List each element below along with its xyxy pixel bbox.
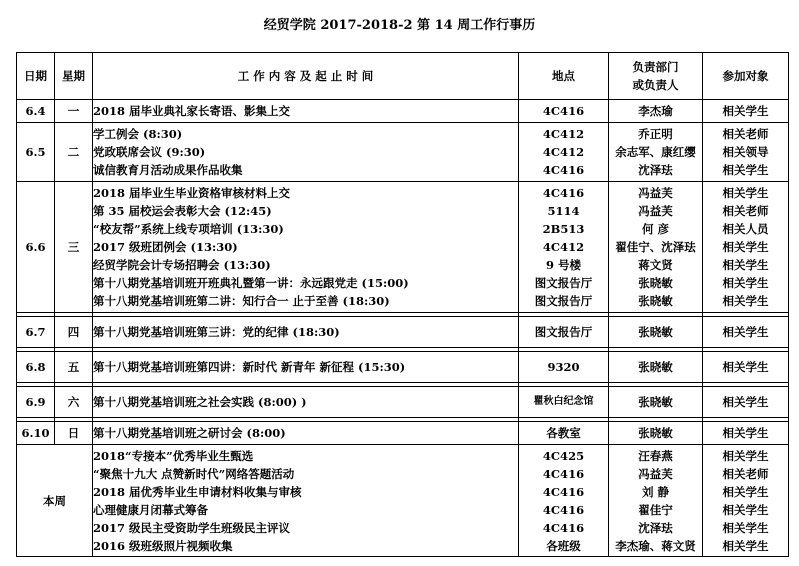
person-cell-line: 蒋文贤 [638, 258, 673, 272]
week-person-cell-line: 冯益芙 [638, 467, 673, 481]
person-cell-line: 张晓敏 [638, 395, 673, 409]
person-cell [609, 317, 703, 348]
participants-cell-line: 相关学生 [722, 360, 769, 374]
week-person-cell [609, 445, 703, 557]
content-cell [93, 123, 519, 182]
content-cell [93, 387, 519, 418]
participants-cell-line: 相关老师 [722, 127, 769, 141]
week-person-cell-line: 李杰瑜、蒋文贤 [615, 539, 696, 553]
location-cell [519, 352, 609, 383]
person-cell-line: 沈泽珐 [638, 163, 673, 177]
participants-cell [703, 352, 789, 383]
week-content-cell-line: 2018“专接本”优秀毕业生甄选 [93, 449, 254, 463]
header-location: 地点 [519, 53, 609, 100]
date-cell: 6.6 [17, 182, 55, 313]
day-row [17, 182, 789, 313]
date-cell: 6.8 [17, 352, 55, 383]
location-cell-line: 5114 [547, 204, 580, 218]
participants-cell-line: 相关学生 [722, 163, 769, 177]
participants-cell-line: 相关学生 [722, 395, 769, 409]
weekday-cell: 六 [55, 387, 93, 418]
participants-cell-line: 相关学生 [722, 294, 769, 308]
location-cell [519, 100, 609, 123]
location-cell-line: 4C416 [542, 104, 585, 118]
week-label: 本周 [17, 445, 93, 557]
header-dept-line1: 负责部门 [632, 60, 679, 74]
week-participants-cell [703, 445, 789, 557]
person-cell [609, 422, 703, 445]
week-row [17, 445, 789, 557]
location-cell [519, 182, 609, 313]
location-cell [519, 123, 609, 182]
page-title: 经贸学院 2017-2018-2 第 14 周工作行事历 [263, 18, 536, 33]
person-cell [609, 123, 703, 182]
header-dept [609, 53, 703, 100]
header-date: 日期 [17, 53, 55, 100]
location-cell-line: 图文报告厅 [534, 325, 593, 339]
content-cell [93, 182, 519, 313]
date-cell: 6.7 [17, 317, 55, 348]
weekday-cell: 日 [55, 422, 93, 445]
location-cell-line: 图文报告厅 [534, 294, 593, 308]
week-location-cell-line: 4C416 [542, 485, 585, 499]
person-cell-line: 张晓敏 [638, 360, 673, 374]
person-cell-line: 冯益芙 [638, 186, 673, 200]
location-cell-line: 4C416 [542, 163, 585, 177]
week-content-cell-line: 2017 级民主受资助学生班级民主评议 [93, 521, 291, 535]
person-cell-line: 翟佳宁、沈泽珐 [615, 240, 696, 254]
week-content-cell-line: 心理健康月闭幕式筹备 [93, 503, 208, 517]
date-cell: 6.10 [17, 422, 55, 445]
person-cell-line: 冯益芙 [638, 204, 673, 218]
header-row [17, 53, 789, 100]
content-cell-line: 第十八期党基培训班开班典礼暨第一讲：永远跟党走 (15:00) [93, 276, 409, 290]
participants-cell-line: 相关老师 [722, 204, 769, 218]
location-cell [519, 422, 609, 445]
week-person-cell-line: 刘 静 [641, 485, 669, 499]
week-content-cell-line: 2018 届优秀毕业生申请材料收集与审核 [93, 485, 302, 499]
day-row [17, 100, 789, 123]
content-cell-line: 学工例会 (8:30) [93, 127, 183, 141]
week-participants-cell-line: 相关学生 [722, 485, 769, 499]
header-participants: 参加对象 [703, 53, 789, 100]
content-cell [93, 100, 519, 123]
week-person-cell-line: 沈泽珐 [638, 521, 673, 535]
participants-cell [703, 422, 789, 445]
content-cell-line: 经贸学院会计专场招聘会 (13:30) [93, 258, 271, 272]
date-cell: 6.5 [17, 123, 55, 182]
location-cell [519, 387, 609, 418]
person-cell-line: 张晓敏 [638, 325, 673, 339]
location-cell-line: 9320 [547, 360, 580, 374]
week-participants-cell-line: 相关学生 [722, 521, 769, 535]
location-cell-line: 4C416 [542, 186, 585, 200]
week-content-cell-line: “聚焦十九大 点赞新时代”网络答题活动 [93, 467, 295, 481]
location-cell-line: 图文报告厅 [534, 276, 593, 290]
person-cell-line: 乔正明 [638, 127, 673, 141]
location-cell-line: 4C412 [542, 240, 585, 254]
person-cell-line: 张晓敏 [638, 276, 673, 290]
week-location-cell-line: 4C416 [542, 503, 585, 517]
location-cell-line: 9 号楼 [545, 258, 581, 272]
week-participants-cell-line: 相关老师 [722, 467, 769, 481]
content-cell [93, 422, 519, 445]
day-row [17, 123, 789, 182]
day-row [17, 387, 789, 418]
date-cell: 6.4 [17, 100, 55, 123]
location-cell [519, 317, 609, 348]
content-cell-line: 党政联席会议 (9:30) [93, 145, 206, 159]
date-cell: 6.9 [17, 387, 55, 418]
content-cell-line: 2018 届毕业典礼家长寄语、影集上交 [93, 104, 291, 118]
week-person-cell-line: 汪春燕 [638, 449, 673, 463]
location-cell-line: 4C412 [542, 127, 585, 141]
person-cell-line: 张晓敏 [638, 426, 673, 440]
content-cell-line: 第十八期党基培训班之社会实践 (8:00) ) [93, 395, 307, 409]
location-cell-line: 4C412 [542, 145, 585, 159]
content-cell-line: 第十八期党基培训班第四讲：新时代 新青年 新征程 (15:30) [93, 360, 406, 374]
header-weekday: 星期 [55, 53, 93, 100]
person-cell-line: 张晓敏 [638, 294, 673, 308]
participants-cell-line: 相关学生 [722, 258, 769, 272]
week-person-cell-line: 翟佳宁 [638, 503, 673, 517]
week-participants-cell-line: 相关学生 [722, 503, 769, 517]
person-cell [609, 182, 703, 313]
content-cell-line: 第 35 届校运会表彰大会 (12:45) [93, 204, 272, 218]
person-cell [609, 387, 703, 418]
location-cell-line: 2B513 [542, 222, 585, 236]
person-cell-line: 余志军、康红缨 [615, 145, 696, 159]
day-row [17, 422, 789, 445]
content-cell [93, 352, 519, 383]
participants-cell-line: 相关学生 [722, 240, 769, 254]
participants-cell-line: 相关人员 [722, 222, 769, 236]
content-cell-line: 第十八期党基培训班第二讲：知行合一 止于至善 (18:30) [93, 294, 390, 308]
content-cell-line: 第十八期党基培训班之研讨会 (8:00) [93, 426, 286, 440]
week-content-cell-line: 2016 级班级照片视频收集 [93, 539, 233, 553]
participants-cell [703, 123, 789, 182]
participants-cell [703, 100, 789, 123]
content-cell-line: 2018 届毕业生毕业资格审核材料上交 [93, 186, 291, 200]
location-cell-line: 各教室 [546, 426, 581, 440]
participants-cell-line: 相关学生 [722, 104, 769, 118]
participants-cell-line: 相关领导 [722, 145, 769, 159]
person-cell-line: 李杰瑜 [638, 104, 673, 118]
content-cell-line: 第十八期党基培训班第三讲：党的纪律 (18:30) [93, 325, 340, 339]
weekday-cell: 二 [55, 123, 93, 182]
content-cell-line: 2017 级班团例会 (13:30) [93, 240, 238, 254]
day-row [17, 317, 789, 348]
person-cell-line: 何 彦 [641, 222, 669, 236]
content-cell [93, 317, 519, 348]
week-location-cell-line: 4C425 [542, 449, 585, 463]
participants-cell-line: 相关学生 [722, 186, 769, 200]
location-cell-line: 瞿秋白纪念馆 [533, 396, 594, 407]
participants-cell-line: 相关学生 [722, 325, 769, 339]
weekday-cell: 五 [55, 352, 93, 383]
content-cell-line: “校友帮”系统上线专项培训 (13:30) [93, 222, 284, 236]
week-location-cell-line: 各班级 [546, 539, 581, 553]
participants-cell [703, 387, 789, 418]
content-cell-line: 诚信教育月活动成果作品收集 [93, 163, 243, 177]
participants-cell [703, 182, 789, 313]
person-cell [609, 352, 703, 383]
day-row [17, 352, 789, 383]
schedule-table [16, 52, 789, 557]
week-location-cell-line: 4C416 [542, 467, 585, 481]
participants-cell-line: 相关学生 [722, 426, 769, 440]
person-cell [609, 100, 703, 123]
participants-cell-line: 相关学生 [722, 276, 769, 290]
week-location-cell-line: 4C416 [542, 521, 585, 535]
week-content-cell [93, 445, 519, 557]
week-participants-cell-line: 相关学生 [722, 539, 769, 553]
header-content: 工 作 内 容 及 起 止 时 间 [93, 53, 519, 100]
weekday-cell: 三 [55, 182, 93, 313]
weekday-cell: 四 [55, 317, 93, 348]
schedule-body [17, 100, 789, 557]
participants-cell [703, 317, 789, 348]
weekday-cell: 一 [55, 100, 93, 123]
week-participants-cell-line: 相关学生 [722, 449, 769, 463]
week-location-cell [519, 445, 609, 557]
header-dept-line2: 或负责人 [632, 78, 679, 92]
